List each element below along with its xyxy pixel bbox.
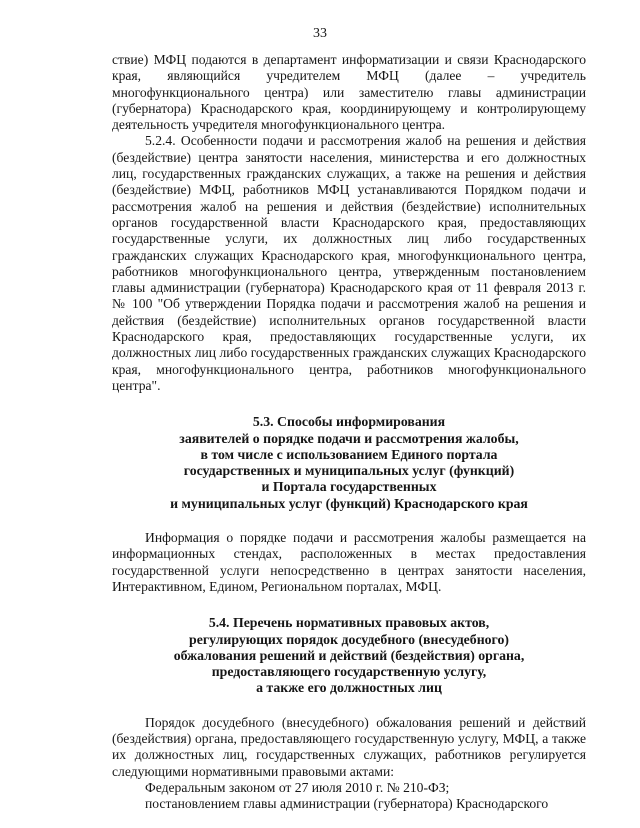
spacer [112,512,586,530]
paragraph-federal-law: Федеральным законом от 27 июля 2010 г. № 210-ФЗ; [145,779,450,795]
section-heading-line: государственных и муниципальных услуг (функций) [183,463,515,479]
paragraph-5-2-4: 5.2.4. Особенности подачи и рассмотрения жалоб на решения и действия (бездействие) центра занятости населения, министерства и его должностных лиц, государственных гражданских служащих, а также на решения и действия (бездействие) МФЦ, работников МФЦ устанавливаются Порядком подачи и рассмотрения жалоб на решения и действия (бездействие) исполнительных органов государственной власти Краснодарского края, предоставляющих государственные услуги, их должностных лиц либо государственных гражданских служащих Краснодарского края, многофункционального центра, работников многофункционального центра, утвержденным постановлением главы администрации (губернатора) Краснодарского края от 11 февраля 2013 г. № 100 "Об утверждении Порядка подачи и рассмотрения жалоб на решения и действия (бездействие) исполнительных органов государственной власти Краснодарского края, предоставляющих государственные услуги, их должностных лиц либо государственных гражданских служащих Краснодарского края, многофункционального центра, работников многофункционального центра". [112,133,586,393]
paragraph-5-3-body: Информация о порядке подачи и рассмотрения жалобы размещается на информационных стендах, расположенных в местах предоставления государственной услуги непосредственно в центрах занятости населения, Интерактивном, Едином, Региональном порталах, МФЦ. [112,530,586,594]
page-number: 33 [313,26,327,41]
section-heading-line: и муниципальных услуг (функций) Краснодарского края [170,495,528,511]
section-heading-line: регулирующих порядок досудебного (внесудебного) [189,631,509,647]
section-heading-5-3 [112,414,586,512]
section-heading-line: в том числе с использованием Единого портала [200,446,498,462]
spacer [112,595,586,615]
paragraph-continuation: ствие) МФЦ подаются в департамент информатизации и связи Краснодарского края, являющийся учредителем МФЦ (далее – учредитель многофункционального центра) или заместителю главы администрации (губернатора) Краснодарского края, координирующему и контролирующему деятельность учредителя многофункционального центра. [112,52,586,133]
section-heading-line: а также его должностных лиц [256,680,442,696]
section-heading-line: 5.4. Перечень нормативных правовых актов, [208,615,490,631]
section-heading-line: 5.3. Способы информирования [252,414,446,430]
page-content [112,52,586,812]
spacer [112,394,586,414]
section-heading-line: предоставляющего государственную услугу, [211,664,487,680]
section-heading-5-4 [112,615,586,696]
paragraph-5-4-body: Порядок досудебного (внесудебного) обжалования решений и действий (бездействия) органа, предоставляющего государственную услугу, МФЦ, а также их должностных лиц, государственных служащих, работников регулируется следующими нормативными правовыми актами: [112,714,586,779]
spacer [112,697,586,715]
paragraph-decree: постановлением главы администрации (губернатора) Краснодарского [145,796,549,812]
section-heading-line: и Портала государственных [261,479,437,495]
section-heading-line: обжалования решений и действий (бездействия) органа, [173,647,525,663]
section-heading-line: заявителей о порядке подачи и рассмотрения жалобы, [179,430,519,446]
